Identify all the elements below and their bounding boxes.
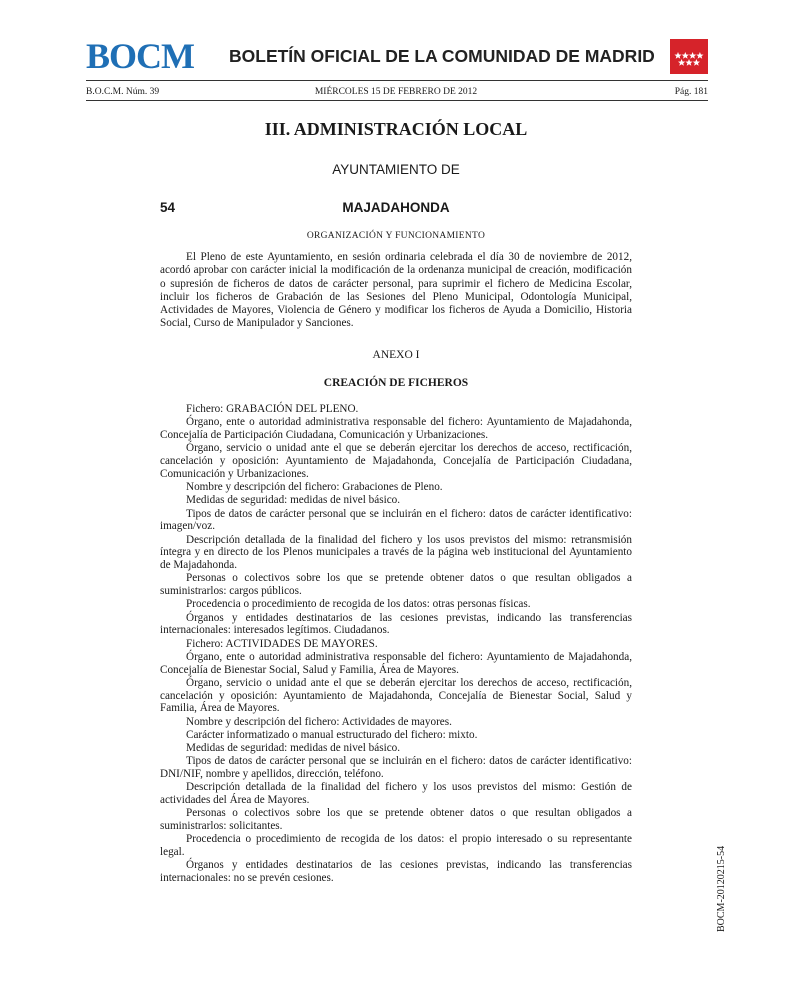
masthead-title: BOLETÍN OFICIAL DE LA COMUNIDAD DE MADRID xyxy=(229,46,655,66)
body-paragraph: Fichero: ACTIVIDADES DE MAYORES. xyxy=(186,637,378,650)
section-title: III. ADMINISTRACIÓN LOCAL xyxy=(264,119,528,139)
body-paragraph: Órgano, servicio o unidad ante el que se deberán ejercitar los derechos de acceso, rectificación, cancelación y oposición: Ayuntamiento de Majadahonda, Concejalía de Participación Ciudadana, Comunicación y Urbanizaciones. xyxy=(160,442,632,480)
body-paragraph: Órganos y entidades destinatarios de las cesiones previstas, indicando las transferencias internacionales: no se prevén cesiones. xyxy=(160,859,632,885)
body-paragraph: Procedencia o procedimiento de recogida de los datos: otras personas físicas. xyxy=(186,598,531,611)
intro-paragraph: El Pleno de este Ayuntamiento, en sesión ordinaria celebrada el día 30 de noviembre de 2012, acordó aprobar con carácter inicial la modificación de la ordenanza municipal de creación, modificación o supresión de ficheros de datos de carácter personal, para suprimir el fichero de Medicina Escolar, incluir los ficheros de Grabación de las Sesiones del Pleno Municipal, Odontología Municipal, Actividades de Mayores, Violencia de Género y modificar los ficheros de Ayuda a Domicilio, Historia Social, Curso de Manipulador y Sanciones. xyxy=(160,251,632,330)
header-top-rule xyxy=(86,80,708,81)
body-paragraph: Procedencia o procedimiento de recogida de los datos: el propio interesado o su representante legal. xyxy=(160,833,632,859)
annex-label: ANEXO I xyxy=(372,349,420,361)
body-paragraph: Nombre y descripción del fichero: Actividades de mayores. xyxy=(186,715,452,728)
body-paragraph: Fichero: GRABACIÓN DEL PLENO. xyxy=(186,403,359,415)
body-paragraph: Descripción detallada de la finalidad del fichero y los usos previstos del mismo: retransmisión íntegra y en directo de los Plenos municipales a través de la página web institucional del Ayuntamiento de Majadahonda. xyxy=(160,533,632,571)
body-paragraph: Personas o colectivos sobre los que se pretende obtener datos o que resultan obligados a suministrarlos: solicitantes. xyxy=(160,807,632,833)
body-paragraph: Medidas de seguridad: medidas de nivel básico. xyxy=(186,494,401,507)
body-paragraph: Carácter informatizado o manual estructurado del fichero: mixto. xyxy=(186,728,478,741)
body-paragraph: Órgano, servicio o unidad ante el que se deberán ejercitar los derechos de acceso, rectificación, cancelación y oposición: Ayuntamiento de Majadahonda, Concejalía de Bienestar Social, Salud y Familia, Área de Mayores. xyxy=(160,676,632,715)
body-paragraph: Tipos de datos de carácter personal que se incluirán en el fichero: datos de carácter identificativo: imagen/voz. xyxy=(160,507,632,533)
issue-number: B.O.C.M. Núm. 39 xyxy=(86,87,160,97)
organism-label: AYUNTAMIENTO DE xyxy=(332,162,460,177)
municipality-name: MAJADAHONDA xyxy=(342,200,450,215)
bocm-logo: BOCM xyxy=(86,36,194,76)
annex-title: CREACIÓN DE FICHEROS xyxy=(323,377,469,389)
body-paragraph: Nombre y descripción del fichero: Grabaciones de Pleno. xyxy=(186,481,443,493)
page-number: Pág. 181 xyxy=(674,87,708,97)
madrid-flag-icon xyxy=(670,39,708,74)
header-bottom-rule xyxy=(86,100,708,101)
body-paragraph: Descripción detallada de la finalidad del fichero y los usos previstos del mismo: Gestión de actividades del Área de Mayores. xyxy=(160,781,632,807)
announcement-number: 54 xyxy=(160,200,176,215)
body-paragraph: Órgano, ente o autoridad administrativa responsable del fichero: Ayuntamiento de Majadahonda, Concejalía de Participación Ciudadana, Comunicación y Urbanizaciones. xyxy=(160,416,632,441)
body-paragraph: Órgano, ente o autoridad administrativa responsable del fichero: Ayuntamiento de Majadahonda, Concejalía de Bienestar Social, Salud y Familia, Área de Mayores. xyxy=(160,650,632,676)
body-paragraph: Órganos y entidades destinatarios de las cesiones previstas, indicando las transferencias internacionales: interesados legítimos. Ciudadanos. xyxy=(160,611,632,637)
document-body xyxy=(160,403,632,885)
issue-date: MIÉRCOLES 15 DE FEBRERO DE 2012 xyxy=(314,87,478,97)
body-paragraph: Medidas de seguridad: medidas de nivel básico. xyxy=(186,742,401,755)
subject-heading: ORGANIZACIÓN Y FUNCIONAMIENTO xyxy=(306,231,486,241)
body-paragraph: Tipos de datos de carácter personal que se incluirán en el fichero: datos de carácter identificativo: DNI/NIF, nombre y apellidos, dirección, teléfono. xyxy=(160,755,632,781)
document-code: BOCM-20120215-54 xyxy=(716,845,727,932)
body-paragraph: Personas o colectivos sobre los que se pretende obtener datos o que resultan obligados a suministrarlos: cargos públicos. xyxy=(160,572,632,597)
